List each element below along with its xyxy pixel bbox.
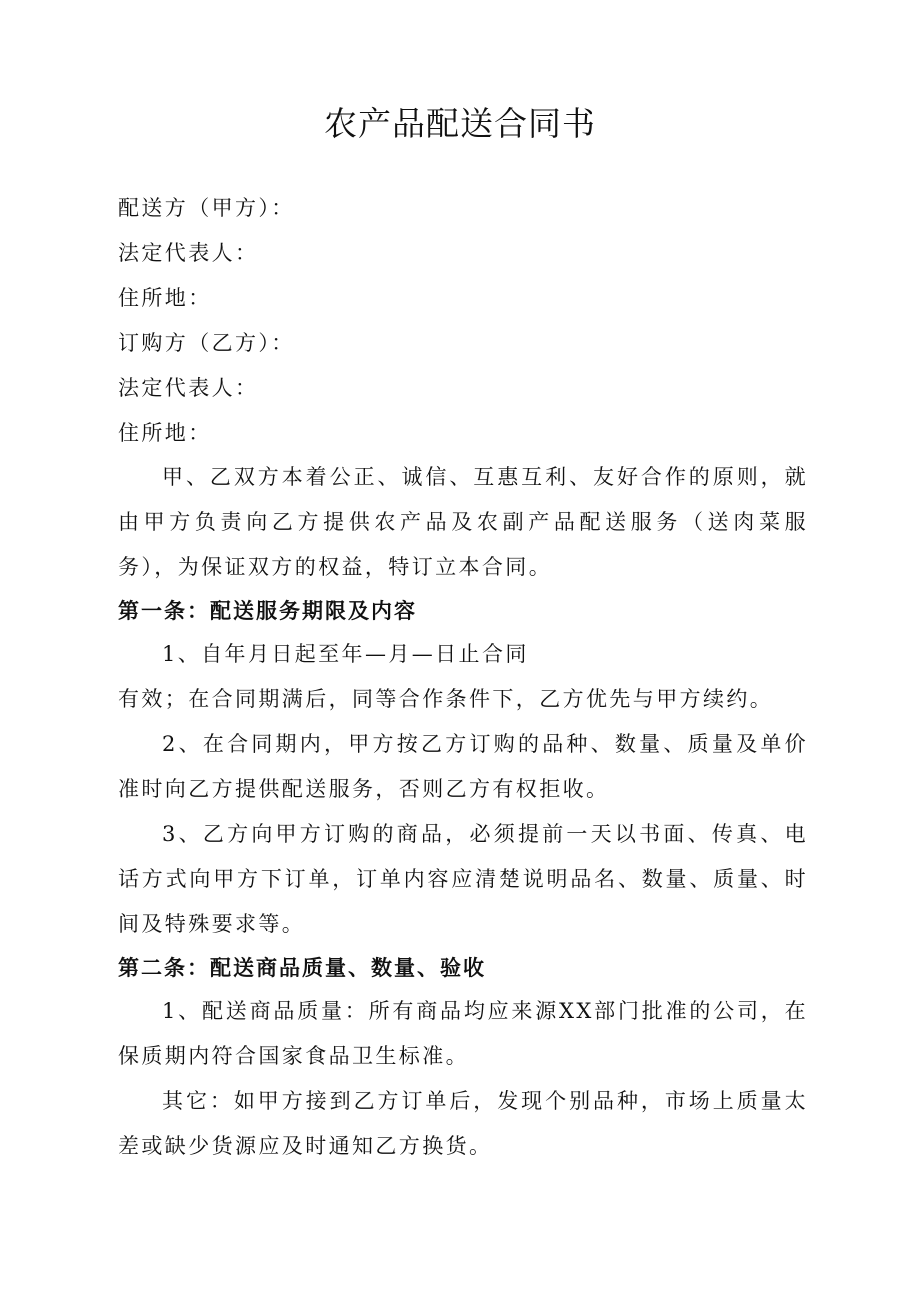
section-1-item-1-line-2: 有效；在合同期满后，同等合作条件下，乙方优先与甲方续约。 <box>118 687 774 711</box>
party-b-address-line: 住所地： <box>118 421 212 445</box>
party-a-representative-line: 法定代表人： <box>118 241 259 265</box>
section-2-item-1: 1、配送商品质量：所有商品均应来源XX部门批准的公司，在保质期内符合国家食品卫生标准。 <box>118 999 808 1068</box>
party-a-address-line: 住所地： <box>118 286 212 310</box>
party-b-representative-line: 法定代表人： <box>118 376 259 400</box>
intro-paragraph: 甲、乙双方本着公正、诚信、互惠互利、友好合作的原则，就由甲方负责向乙方提供农产品及农副产品配送服务（送肉菜服务），为保证双方的权益，特订立本合同。 <box>118 465 808 579</box>
section-1-item-3: 3、乙方向甲方订购的商品，必须提前一天以书面、传真、电话方式向甲方下订单，订单内容应清楚说明品名、数量、质量、时间及特殊要求等。 <box>118 822 808 936</box>
party-b-name-line: 订购方（乙方）： <box>118 331 295 355</box>
section-2-other: 其它：如甲方接到乙方订单后，发现个别品种，市场上质量太差或缺少货源应及时通知乙方换货。 <box>118 1089 808 1158</box>
party-a-name-line: 配送方（甲方）： <box>118 196 295 220</box>
document-title: 农产品配送合同书 <box>324 104 596 143</box>
section-2-heading: 第二条：配送商品质量、数量、验收 <box>118 956 486 980</box>
section-1-item-2: 2、在合同期内，甲方按乙方订购的品种、数量、质量及单价准时向乙方提供配送服务，否则乙方有权拒收。 <box>118 732 808 801</box>
section-1-heading: 第一条：配送服务期限及内容 <box>118 599 417 623</box>
section-1-item-1-line-1: 1、自年月日起至年—月—日止合同 <box>162 642 529 666</box>
document-body <box>118 190 808 1169</box>
